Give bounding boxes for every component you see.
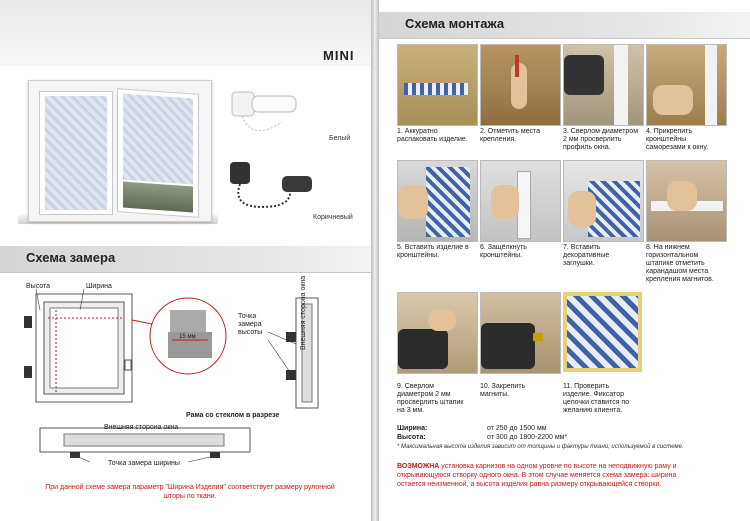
white-mechanism-icon	[232, 92, 296, 131]
window-illustration	[28, 80, 212, 222]
frame-section-label: Рама со стеклом в разрезе	[186, 412, 280, 419]
left-sash	[39, 91, 113, 215]
roller-blind-fabric	[123, 94, 193, 185]
step-1-text: 1. Аккуратно распаковать изделие.	[397, 128, 468, 143]
dims-height-value: от 300 до 1800-2200 мм*	[487, 434, 568, 441]
measurement-diagram	[0, 280, 371, 480]
step-3-text: 3. Сверлом диаметром 2 мм просверлить профиль окна.	[563, 128, 639, 151]
measure-section-bar	[0, 246, 371, 273]
product-label: MINI	[323, 48, 355, 63]
height-label: Высота	[26, 283, 51, 290]
window-glass	[123, 182, 193, 213]
dims-width-value: от 250 до 1500 мм	[487, 425, 547, 432]
step-6-text: 6. Защёлкнуть кронштейны.	[480, 244, 527, 259]
step-4-photo	[646, 44, 727, 126]
height-point-label: Точка замера высоты	[238, 313, 263, 336]
roller-blind-fabric	[45, 96, 107, 210]
step-7-text: 7. Вставить декоративные заглушки.	[563, 244, 610, 267]
brown-mechanism-icon	[230, 162, 312, 207]
step-1-photo	[397, 44, 478, 126]
right-sash	[117, 88, 199, 218]
right-page	[379, 0, 750, 521]
step-9-text: 9. Сверлом диаметром 2 мм просверлить штапик на 3 мм.	[397, 383, 464, 414]
step-2-text: 2. Отметить места крепления.	[480, 128, 541, 143]
step-10-photo	[480, 292, 561, 374]
step-11-text: 11. Проверить изделие. Фиксатор цепочки ставится по желанию клиента.	[563, 383, 630, 414]
mechanism-illustrations	[212, 82, 322, 222]
mechanism-white-caption: Белый	[329, 135, 351, 142]
measure-note: При данной схеме замера параметр "Ширина Изделия" соответствует размеру рулонной шторы по ткани.	[45, 484, 335, 500]
zoom-value: 15 мм	[179, 334, 196, 340]
step-6-photo	[480, 160, 561, 242]
mechanism-brown-caption: Коричневый	[313, 214, 353, 221]
outer-side-vertical-label: Внешняя сторона окна	[300, 275, 307, 350]
step-5-text: 5. Вставить изделие в кронштейны.	[397, 244, 469, 259]
step-2-photo	[480, 44, 561, 126]
header-band	[0, 0, 371, 66]
possible-note: ВОЗМОЖНА установка карнизов на одном уровне по высоте на неподвижную раму и открывающуюся створку одного окна. В этом случае меняется схема замера: ширина остается неизменной, а высота изделия равна размеру открывающейся створки.	[397, 463, 677, 488]
step-4-text: 4. Прикрепить кронштейны саморезами к окну.	[646, 128, 709, 151]
step-8-photo	[646, 160, 727, 242]
step-7-photo	[563, 160, 644, 242]
install-section-bar	[379, 12, 750, 39]
step-9-photo	[397, 292, 478, 374]
install-title: Схема монтажа	[405, 16, 505, 31]
step-5-photo	[397, 160, 478, 242]
step-11-photo	[563, 292, 642, 372]
page-gutter	[371, 0, 379, 521]
width-label: Ширина	[86, 283, 112, 290]
step-8-text: 8. На нижнем горизонтальном штапике отметить карандашом места крепления магнитов.	[646, 244, 714, 283]
dims-height-label: Высота:	[397, 434, 426, 441]
measure-title: Схема замера	[26, 250, 116, 265]
width-point-label: Точка замера ширины	[108, 460, 180, 467]
dims-width-label: Ширина:	[397, 425, 428, 432]
step-10-text: 10. Закрепить магниты.	[480, 383, 526, 398]
left-page	[0, 0, 371, 521]
outer-side-label: Внешняя сторона окна	[104, 424, 179, 431]
dims-footnote: * Максимальная высота изделия зависит от толщины и фактуры ткани, используемой в системе.	[397, 444, 684, 450]
step-3-photo	[563, 44, 644, 126]
